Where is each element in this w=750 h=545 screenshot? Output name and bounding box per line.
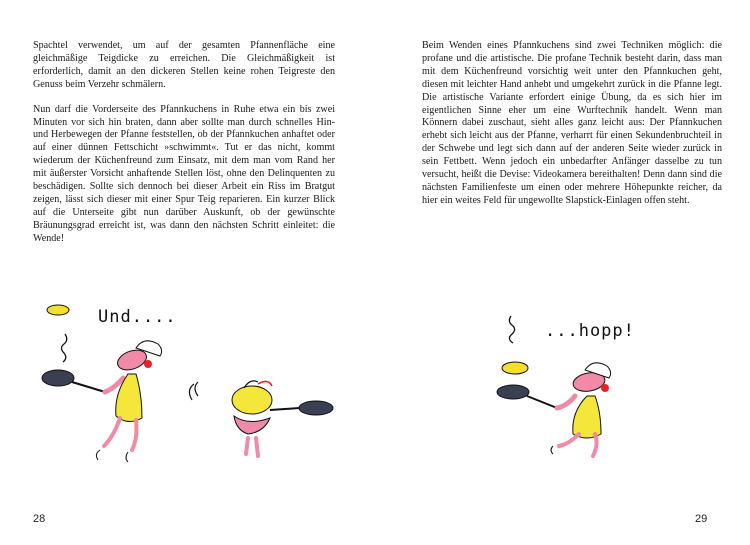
pan-icon <box>42 370 74 386</box>
motion-lines-icon <box>509 316 514 343</box>
cook-figure-2 <box>189 381 333 456</box>
pan-icon <box>299 401 333 415</box>
pancake-icon <box>47 305 69 315</box>
pan-icon <box>497 385 529 399</box>
page-number: 28 <box>33 513 46 525</box>
pancake-icon <box>502 362 528 374</box>
motion-lines-icon <box>62 334 67 362</box>
illustration-caption: ...hopp! <box>545 321 635 341</box>
right-text-block <box>422 40 722 220</box>
cartoon-illustration-right <box>485 306 735 486</box>
cook-figure-1 <box>42 341 162 462</box>
paragraph: Spachtel verwendet, um auf der gesamten Pfannenfläche eine gleichmäßige Teigdicke zu erreichen. Die Gleichmäßigkeit ist erforderlich, damit an den dickeren Stellen keine rohen Teigreste den Genuss beim Verzehr schmälern. <box>33 40 335 90</box>
paragraph: Beim Wenden eines Pfannkuchens sind zwei Techniken möglich: die profane und die artistische. Die profane Technik besteht darin, dass man mit dem Küchenfreund vorsichtig weit unter den Pfannkuchen geht, diesen mit leichter Hand anhebt und umgekehrt zurück in die Pfanne legt. Die artistische Variante erfordert einige Übung, da es sich hier im eigentlichen Sinne eher um eine Wurftechnik handelt. Wenn man Könnern dabei zuschaut, sieht alles ganz leicht aus: Der Pfannkuchen erhebt sich leicht aus der Pfanne, verharrt für einen Sekundenbruchteil in der Schwebe und legt sich dann auf der anderen Seite wieder zurück in sein Fettbett. Wenn jedoch ein unbedarfter Anfänger dasselbe zu tun versucht, heißt die Devise: Videokamera bereithalten! Denn dann sind die nächsten Familienfeste um einen oder mehrere Höhepunkte reicher, da hier ein weites Feld für ungewollte Slapstick-Einlagen offen steht. <box>422 40 722 206</box>
cook-figure-3 <box>497 363 611 456</box>
illustration-caption: Und.... <box>98 307 177 327</box>
page-number: 29 <box>695 513 708 525</box>
paragraph: Nun darf die Vorderseite des Pfannkuchens in Ruhe etwa ein bis zwei Minuten vor sich hin braten, dann aber sollte man durch schnelles Hin- und Herbewegen der Pfanne feststellen, ob der Pfannkuchen anhaftet oder auf einer dünnen Fettschicht »schwimmt«. Tut er das nicht, kommt wiederum der Küchenfreund zum Einsatz, mit dem man vom Rand her mit äußerster Vorsicht anhaftende Stellen löst, ohne den Delinquenten zu beschädigen. Sollte sich dennoch bei dieser Arbeit ein Riss im Bratgut zeigen, lässt sich dieser mit einer Spur Teig reparieren. Ein kurzer Blick auf die Unterseite gibt nun darüber Auskunft, ob der gewünschte Bräunungsgrad erreicht ist, was dann den nächsten Schritt einleitet: die Wende! <box>33 103 335 244</box>
right-page <box>375 0 750 545</box>
cartoon-illustration-left <box>20 292 360 492</box>
left-text-block <box>33 40 335 258</box>
